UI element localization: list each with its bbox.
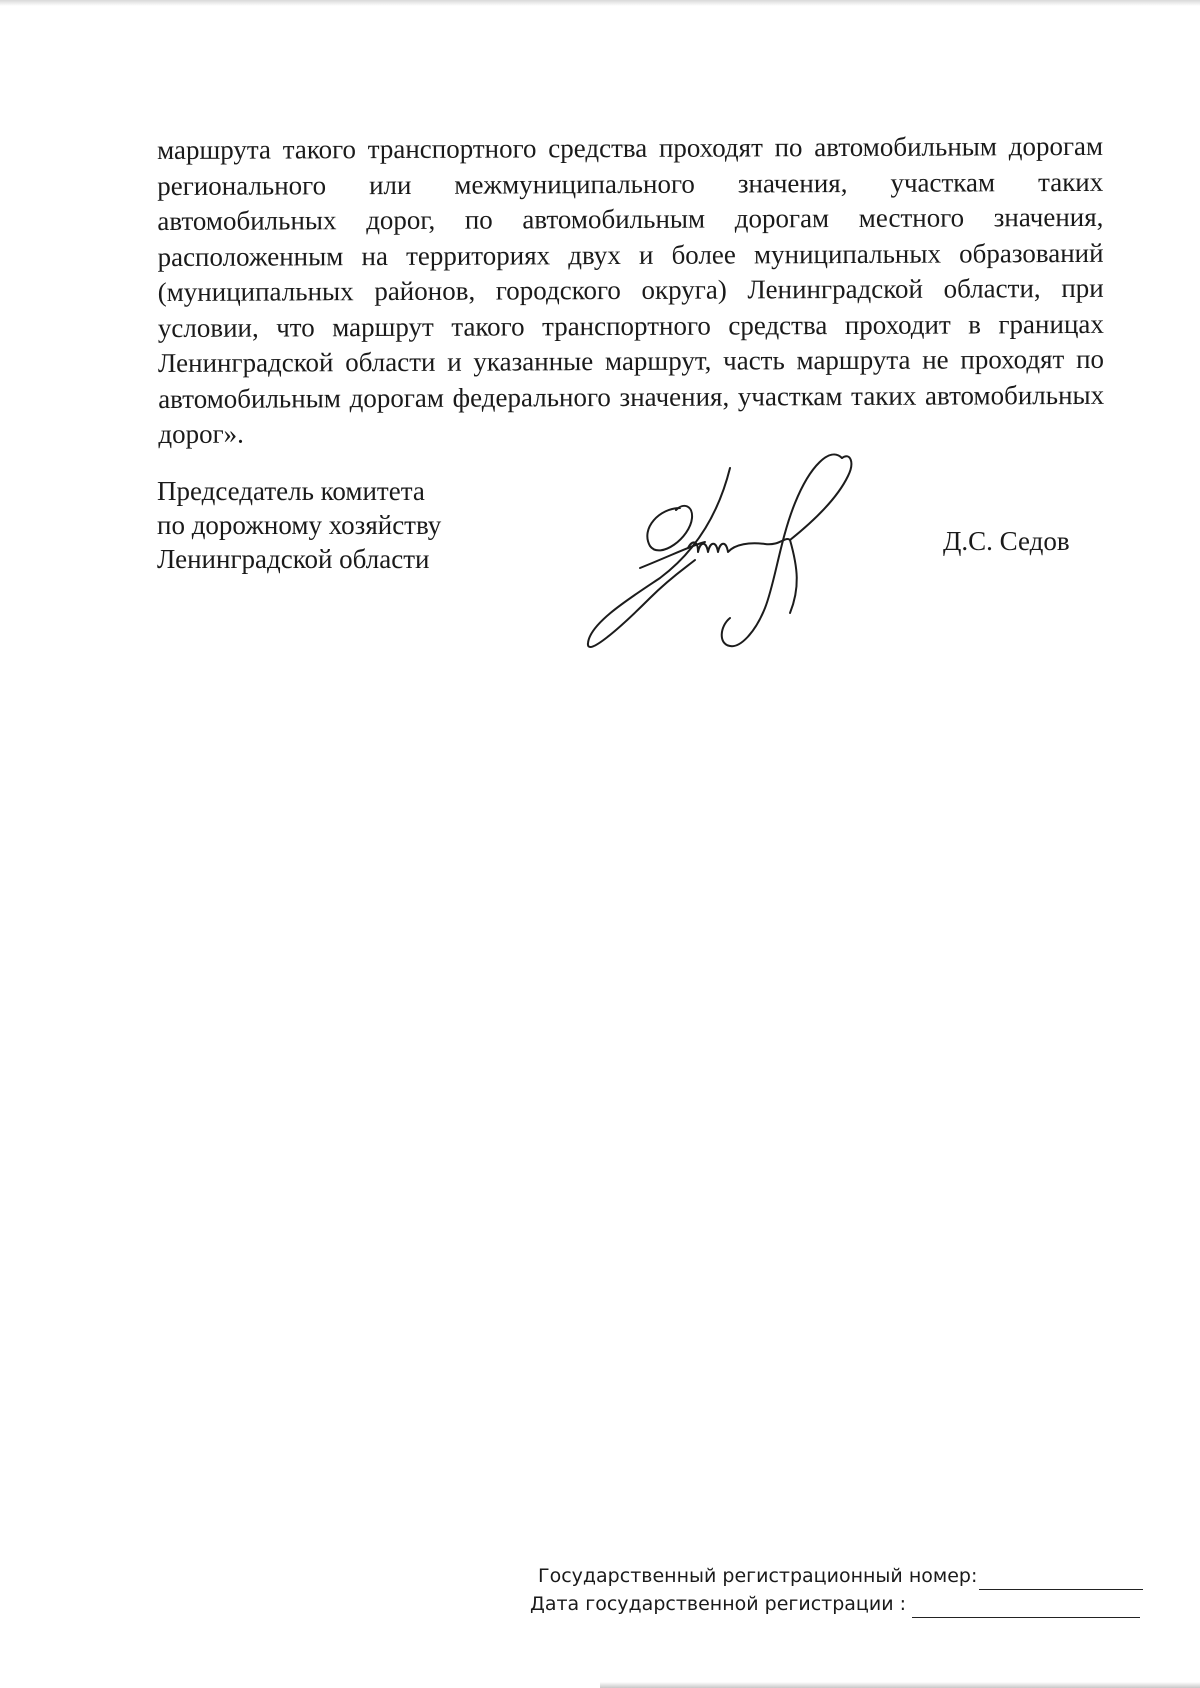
registration-date-label: Дата государственной регистрации : [530, 1593, 907, 1615]
registration-date-blank [912, 1599, 1140, 1618]
registration-number-label: Государственный регистрационный номер: [538, 1565, 978, 1587]
signatory-title [157, 474, 441, 576]
signatory-title-line-3: Ленинградской области [157, 544, 430, 574]
handwritten-signature [580, 448, 900, 658]
registration-block [530, 1562, 1143, 1618]
body-paragraph: маршрута такого транспортного средства проходят по автомобильным дорогам регионального или межмуниципального значения, участкам таких автомобильных дорог, по автомобильным дорогам местного значения, расположенным на территориях двух и более муниципальных образований (муниципальных районов, городского округа) Ленинградской области, при условии, что маршрут такого транспортного средства проходит в границах Ленинградской области и указанные маршрут, часть маршрута не проходят по автомобильным дорогам федерального значения, участкам таких автомобильных дорог». [157, 130, 1105, 449]
registration-date-row [530, 1590, 1143, 1618]
registration-number-row [538, 1562, 1143, 1590]
registration-number-blank [979, 1571, 1143, 1590]
signatory-title-line-1: Председатель комитета [157, 476, 425, 506]
signatory-title-line-2: по дорожному хозяйству [157, 510, 442, 540]
scan-edge-top [0, 0, 1200, 6]
signer-name: Д.С. Седов [943, 526, 1070, 556]
scan-edge-bottom [600, 1682, 1200, 1688]
